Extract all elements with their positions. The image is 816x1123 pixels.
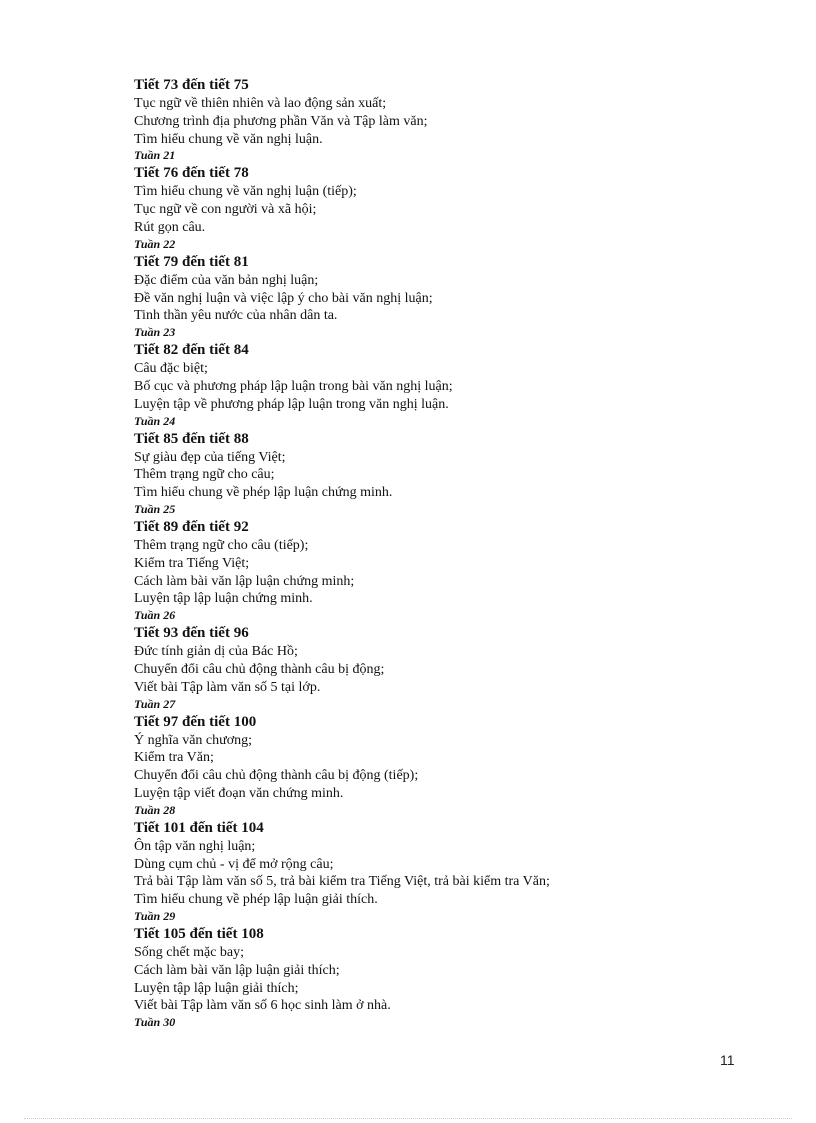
lesson-item: Ôn tập văn nghị luận;: [134, 838, 256, 854]
lesson-item: Chuyển đổi câu chủ động thành câu bị động;: [134, 661, 385, 677]
lesson-item: Luyện tập lập luận chứng minh.: [134, 591, 313, 607]
lesson-item: Luyện tập lập luận giải thích;: [134, 980, 299, 996]
lesson-item: Tìm hiểu chung về văn nghị luận.: [134, 131, 323, 147]
lesson-item: Rút gọn câu.: [134, 219, 206, 235]
lesson-item: Đề văn nghị luận và việc lập ý cho bài văn nghị luận;: [134, 290, 433, 306]
lesson-item: Tìm hiểu chung về phép lập luận chứng minh.: [134, 485, 393, 501]
lesson-item: Thêm trạng ngữ cho câu;: [134, 467, 275, 483]
lesson-item: Trả bài Tập làm văn số 5, trả bài kiểm tra Tiếng Việt, trả bài kiểm tra Văn;: [134, 874, 550, 890]
section-heading: Tiết 76 đến tiết 78: [134, 165, 249, 182]
lesson-item: Câu đặc biệt;: [134, 361, 208, 377]
page-bottom-divider: [24, 1118, 792, 1119]
section-heading: Tiết 93 đến tiết 96: [134, 625, 249, 642]
lesson-item: Sống chết mặc bay;: [134, 944, 245, 960]
lesson-item: Kiểm tra Tiếng Việt;: [134, 555, 250, 571]
lesson-item: Bố cục và phương pháp lập luận trong bài văn nghị luận;: [134, 378, 453, 394]
lesson-schedule: [134, 76, 754, 1031]
lesson-item: Chương trình địa phương phần Văn và Tập làm văn;: [134, 113, 428, 129]
lesson-item: Dùng cụm chủ - vị để mở rộng câu;: [134, 856, 334, 872]
week-label: Tuần 25: [134, 501, 176, 516]
week-label: Tuần 26: [134, 608, 176, 623]
lesson-item: Đức tính giản dị của Bác Hồ;: [134, 644, 298, 660]
lesson-item: Sự giàu đẹp của tiếng Việt;: [134, 449, 286, 465]
section-heading: Tiết 79 đến tiết 81: [134, 253, 249, 270]
lesson-item: Cách làm bài văn lập luận chứng minh;: [134, 573, 355, 589]
lesson-item: Tìm hiểu chung về phép lập luận giải thích.: [134, 892, 378, 908]
section-heading: Tiết 85 đến tiết 88: [134, 430, 249, 447]
lesson-item: Luyện tập về phương pháp lập luận trong văn nghị luận.: [134, 396, 449, 412]
lesson-item: Thêm trạng ngữ cho câu (tiếp);: [134, 537, 309, 553]
lesson-item: Tinh thần yêu nước của nhân dân ta.: [134, 308, 338, 324]
section-heading: Tiết 97 đến tiết 100: [134, 713, 257, 730]
week-label: Tuần 29: [134, 908, 176, 923]
lesson-item: Đặc điểm của văn bản nghị luận;: [134, 272, 319, 288]
week-label: Tuần 22: [134, 236, 176, 251]
page-number: 11: [720, 1052, 735, 1068]
lesson-item: Chuyển đổi câu chủ động thành câu bị động (tiếp);: [134, 768, 419, 784]
lesson-item: Tục ngữ về thiên nhiên và lao động sản xuất;: [134, 96, 387, 111]
lesson-item: Cách làm bài văn lập luận giải thích;: [134, 962, 340, 978]
section-heading: Tiết 82 đến tiết 84: [134, 342, 249, 359]
lesson-item: Ý nghĩa văn chương;: [134, 732, 253, 748]
section-heading: Tiết 101 đến tiết 104: [134, 819, 264, 836]
week-label: Tuần 27: [134, 696, 176, 711]
section-heading: Tiết 73 đến tiết 75: [134, 77, 249, 93]
week-label: Tuần 30: [134, 1015, 176, 1030]
lesson-item: Tìm hiểu chung về văn nghị luận (tiếp);: [134, 184, 357, 200]
week-label: Tuần 23: [134, 325, 176, 340]
section-heading: Tiết 89 đến tiết 92: [134, 518, 249, 535]
lesson-item: Luyện tập viết đoạn văn chứng minh.: [134, 785, 344, 801]
week-label: Tuần 28: [134, 802, 176, 817]
week-label: Tuần 24: [134, 413, 176, 428]
lesson-item: Viết bài Tập làm văn số 5 tại lớp.: [134, 679, 321, 695]
lesson-item: Kiểm tra Văn;: [134, 750, 214, 766]
lesson-item: Tục ngữ về con người và xã hội;: [134, 202, 317, 218]
week-label: Tuần 21: [134, 148, 176, 163]
lesson-item: Viết bài Tập làm văn số 6 học sinh làm ở nhà.: [134, 998, 391, 1014]
section-heading: Tiết 105 đến tiết 108: [134, 925, 264, 942]
